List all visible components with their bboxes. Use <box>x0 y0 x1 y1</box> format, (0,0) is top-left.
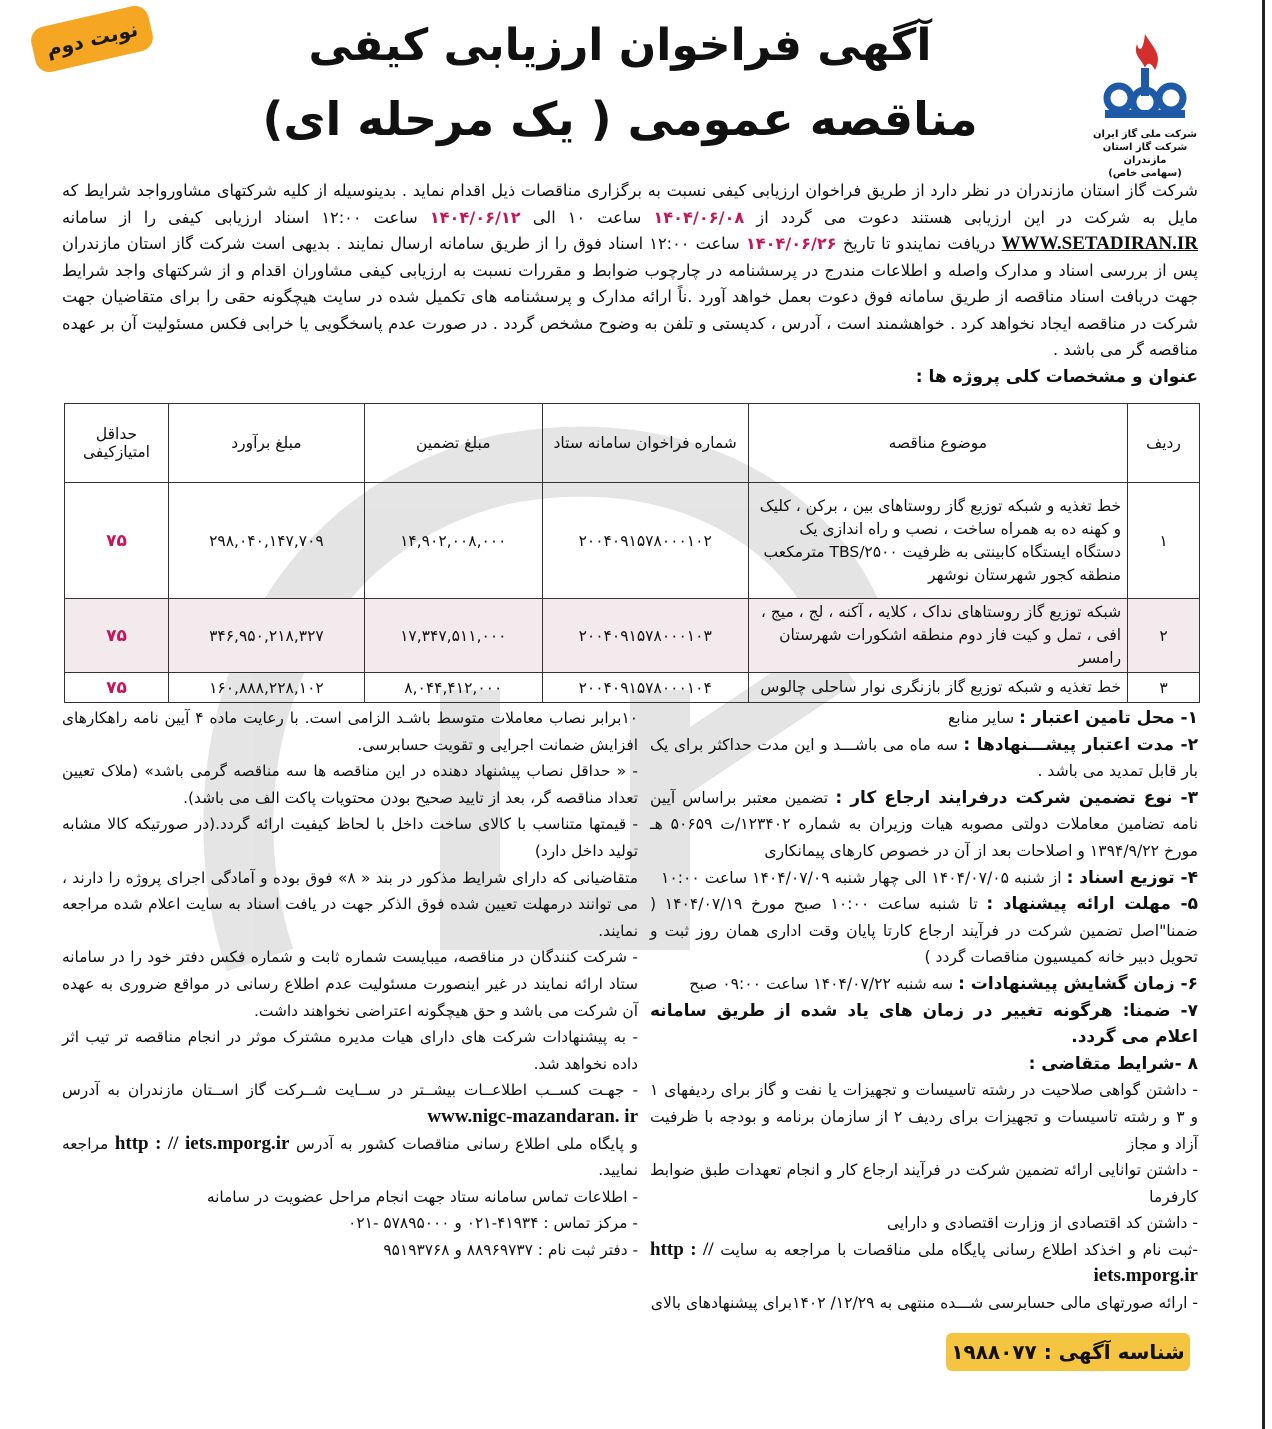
header-row-no: ردیف <box>1128 404 1200 483</box>
left-item-5: - شرکت کنندگان در مناقصه، میبایست شماره ثابت و شماره فکس دفتر خود را در سامانه ستاد ارائه نمایند در غیر اینصورت مسئولیت عدم اطلاع رسانی در مواقع ضروری به عهده آن شرکت می باشد و حق هیچگونه اعتراضی نخواهند داشت. <box>62 948 638 1020</box>
item-3-text: تضمین معتبر براساس آیین نامه تضامین معاملات دولتی مصوبه هیات وزیران به شماره ۱۲۳۴۰۲/ت ۵۰۶۵۹ هـ مورخ ۱۳۹۴/۹/۲۲ و اصلاحات بعد از آن در خصوص کارهای پیمانکاری <box>650 788 1199 860</box>
cell-min-score: ۷۵ <box>65 483 169 599</box>
cell-min-score: ۷۵ <box>65 673 169 703</box>
intro-text-4: دریافت نمایندو تا تاریخ <box>842 234 996 253</box>
table-row <box>65 673 1200 703</box>
intro-text-5: ساعت ۱۲:۰۰ اسناد فوق را از طریق سامانه ارسال نمایند . بدیهی است شرکت گاز استان مازندران پس از بررسی اسناد و مدارک واصله و اطلاعات مندرج در پرسشنامه در چارچوب ضوابط و مقررات نسبت به ارزیابی کیفی مشاوران اقدام و از شرکتهای واجد شرایط جهت دریافت اسناد مناقصه از طریق سامانه فوق دعوت بعمل خواهد آورد .ناً ارائه مدارک و پرسشنامه های تکمیل شده در سایت هیچگونه حقی را برای متقاضیان جهت شرکت در مناقصه ایجاد نخواهد کرد . خواهشمند است ، آدرس ، کدپستی و تلفن به وضوح مشخص گردد . در صورت عدم پاسخگویی یا خرابی فکس مسئولیت آن بر عهده مناقصه گر می باشد . <box>62 234 1198 359</box>
projects-section-title: عنوان و مشخصات کلی پروژه ها : <box>915 366 1198 387</box>
cell-guarantee: ۱۷,۳۴۷,۵۱۱,۰۰۰ <box>364 599 542 673</box>
logo-line-3: (سهامی خاص) <box>1108 168 1182 179</box>
item-5 <box>650 891 1198 971</box>
table-header-row <box>65 404 1200 483</box>
left-item-2: - « حداقل نصاب پیشنهاد دهنده در این مناقصه ها سه مناقصه گرمی باشد» (ملاک تعیین تعداد مناقصه گر، بعد از تایید صحیح بودن محتویات پاکت الف می باشد). <box>62 762 638 807</box>
cell-call-number: ۲۰۰۴۰۹۱۵۷۸۰۰۰۱۰۳ <box>542 599 748 673</box>
cell-row-no: ۲ <box>1128 599 1200 673</box>
page-subtitle: مناقصه عمومی ( یک مرحله ای) <box>262 92 978 146</box>
header-subject: موضوع مناقصه <box>748 404 1127 483</box>
conditions-right-column <box>650 705 1198 1317</box>
header-min-score: حداقل امتیازکیفی <box>65 404 169 483</box>
cell-min-score: ۷۵ <box>65 599 169 673</box>
table-row <box>65 599 1200 673</box>
condition-1: - داشتن گواهی صلاحیت در رشته تاسیسات و تجهیزات یا نفت و گاز برای ردیفهای ۱ و ۳ و رشته تاسیسات و تجهیزات برای ردیف ۲ از سازمان برنامه و بودجه با ظرفیت آزاد و مجاز <box>650 1081 1198 1153</box>
item-3 <box>650 785 1198 865</box>
left-item-4: متقاضیانی که دارای شرایط مذکور در بند « ۸» فوق بوده و آمادگی اجرای پروژه را دارند ، می توانند درمهلت تعیین شده فوق الذکر جهت در یافت اسناد به سایت اعلام شده مراجعه نمایند. <box>62 868 639 940</box>
condition-4 <box>650 1237 1198 1290</box>
item-2 <box>650 732 1198 785</box>
cell-estimate: ۱۶۰,۸۸۸,۲۲۸,۱۰۲ <box>169 673 365 703</box>
ad-id-label: شناسه آگهی : <box>1043 1340 1185 1364</box>
intro-date-end: ۱۴۰۴/۰۶/۱۲ <box>429 207 521 227</box>
nigc-flame-icon <box>1097 28 1193 124</box>
cell-subject: شبکه توزیع گاز روستاهای نداک ، کلایه ، آکنه ، لج ، میج ، افی ، تمل و کیت فاز دوم منطقه اشکورات شهرستان رامسر <box>748 599 1127 673</box>
intro-paragraph <box>62 178 1198 390</box>
item-4-label: ۴- توزیع اسناد : <box>1066 867 1198 888</box>
item-3-label: ۳- نوع تضمین شرکت درفرایند ارجاع کار : <box>835 787 1198 808</box>
company-logo <box>1090 28 1200 178</box>
left-item-8-text-2: مراجعه نمایید. <box>62 1134 638 1180</box>
iets-link[interactable]: http : // iets.mporg.ir <box>650 1238 1198 1287</box>
cell-estimate: ۳۴۶,۹۵۰,۲۱۸,۳۲۷ <box>169 599 365 673</box>
intro-date-start: ۱۴۰۴/۰۶/۰۸ <box>653 207 745 227</box>
cell-call-number: ۲۰۰۴۰۹۱۵۷۸۰۰۰۱۰۲ <box>542 483 748 599</box>
item-2-text: سه ماه می باشـــد و این مدت حداکثر برای یک بار قابل تمدید می باشد . <box>650 735 1198 781</box>
intro-text-2: ساعت ۱۰ الی <box>532 207 642 227</box>
intro-text-1: شرکت گاز استان مازندران در نظر دارد از طریق فراخوان ارزیابی کیفی نسبت به برگزاری مناقصات ذیل اقدام نماید . بدینوسیله از کلیه شرکتهای مشاورواجد شرایط که مایل به شرکت در این ارزیابی هستند دعوت می گردد از <box>62 181 1199 227</box>
left-item-9: - اطلاعات تماس سامانه ستاد جهت انجام مراحل عضویت در سامانه <box>206 1187 638 1206</box>
page-title: آگهی فراخوان ارزیابی کیفی <box>308 20 932 71</box>
cell-estimate: ۲۹۸,۰۴۰,۱۴۷,۷۰۹ <box>169 483 365 599</box>
item-1-label: ۱- محل تامین اعتبار : <box>1019 708 1198 728</box>
ad-id-value: ۱۹۸۸۰۷۷ <box>951 1340 1037 1364</box>
nigc-mazandaran-link[interactable]: www.nigc-mazandaran. ir <box>427 1105 638 1127</box>
condition-3: - داشتن کد اقتصادی از وزارت اقتصادی و دارایی <box>886 1214 1198 1233</box>
item-5-label: ۵- مهلت ارائه پیشنهاد : <box>986 894 1198 915</box>
left-item-7 <box>62 1077 638 1130</box>
ad-id-box <box>946 1333 1190 1371</box>
item-7: ۷- ضمنا: هرگونه تغییر در زمان های یاد شده از طریق سامانه اعلام می گردد. <box>650 1000 1198 1048</box>
iets-link-2[interactable]: http : // iets.mporg.ir <box>114 1132 290 1154</box>
item-4 <box>650 865 1198 892</box>
item-6-text: سه شنبه ۱۴۰۴/۰۷/۲۲ ساعت ۰۹:۰۰ صبح <box>689 974 954 993</box>
condition-4-text: -ثبت نام و اخذکد اطلاع رسانی پایگاه ملی مناقصات با مراجعه به سایت <box>720 1240 1198 1259</box>
left-item-11: - دفتر ثبت نام : ۸۸۹۶۹۷۳۷ و ۹۵۱۹۳۷۶۸ <box>383 1240 638 1259</box>
item-6-label: ۶- زمان گشایش پیشنهادات : <box>958 973 1198 994</box>
cell-row-no: ۳ <box>1128 673 1200 703</box>
item-8: ۸ -شرایط متقاضی : <box>1028 1053 1198 1074</box>
logo-line-1: شرکت ملی گاز ایران <box>1093 129 1197 140</box>
cell-subject: خط تغذیه و شبکه توزیع گاز بازنگری نوار ساحلی چالوس <box>748 673 1127 703</box>
item-1-text: سایر منابع <box>947 709 1015 727</box>
table-row <box>65 483 1200 599</box>
setadiran-link[interactable]: WWW.SETADIRAN.IR <box>1001 233 1198 254</box>
intro-text-3: ساعت ۱۲:۰۰ اسناد ارزیابی کیفی را از سامانه <box>62 207 418 227</box>
item-6 <box>650 971 1198 998</box>
projects-table <box>64 403 1200 703</box>
left-item-1: ۱۰برابر نصاب معاملات متوسط باشـد الزامی است. با رعایت ماده ۴ آیین نامه راهکارهای افزایش ضمانت اجرایی و تقویت حسابرسی. <box>62 709 638 754</box>
cell-subject: خط تغذیه و شبکه توزیع گاز روستاهای بین ، برکن ، کلیک و کهنه ده به همراه ساخت ، نصب و راه اندازی یک دستگاه ایستگاه کابینتی به ظرفیت TBS/۲۵۰۰ مترمکعب منطقه کجور شهرستان نوشهر <box>748 483 1127 599</box>
left-item-8 <box>62 1131 638 1184</box>
left-item-10: - مرکز تماس : ۴۱۹۳۴-۰۲۱ و ۵۷۸۹۵۰۰۰ -۰۲۱ <box>348 1214 638 1233</box>
item-4-text: از شنبه ۱۴۰۴/۰۷/۰۵ الی چهار شنبه ۱۴۰۴/۰۷/۰۹ ساعت ۱۰:۰۰ <box>660 868 1062 887</box>
cell-guarantee: ۱۴,۹۰۲,۰۰۸,۰۰۰ <box>364 483 542 599</box>
left-item-7-text: - جهـت کســب اطلاعــات بیشــتر در ســایت شــرکت گاز اســتان مازندران به آدرس <box>62 1081 638 1100</box>
conditions-left-column <box>62 705 638 1263</box>
logo-line-2: شرکت گاز استان مازندران <box>1102 142 1188 166</box>
header-guarantee: مبلغ تضمین <box>364 404 542 483</box>
cell-guarantee: ۸,۰۴۴,۴۱۲,۰۰۰ <box>364 673 542 703</box>
header-call-number: شماره فراخوان سامانه ستاد <box>542 404 748 483</box>
cell-call-number: ۲۰۰۴۰۹۱۵۷۸۰۰۰۱۰۴ <box>542 673 748 703</box>
left-item-3: - قیمتها متناسب با کالای ساخت داخل با لحاظ کیفیت ارائه گردد.(در صورتیکه کالا مشابه تولید داخل دارد) <box>62 815 638 860</box>
condition-5: - ارائه صورتهای مالی حسابرسی شـــده منتهی به ۱۲/۲۹/ ۱۴۰۲برای پیشنهادهای بالای <box>650 1294 1198 1313</box>
condition-2: - داشتن توانایی ارائه تضمین شرکت در فرآیند ارجاع کار و انجام تعهدات طبق ضوابط کارفرما <box>650 1161 1198 1206</box>
item-1 <box>650 705 1198 732</box>
item-5-text: تا شنبه ساعت ۱۰:۰۰ صبح مورخ ۱۴۰۴/۰۷/۱۹ ( ضمنا"اصل تضمین شرکت در فرآیند ارجاع کارتا پایان وقت اداری همان روز ثبت و تحویل دبیر خانه کمیسیون مناقصات گردد ) <box>650 895 1198 967</box>
second-publication-badge: نوبت دوم <box>28 3 155 75</box>
header-estimate: مبلغ برآورد <box>169 404 365 483</box>
left-item-8-text-1: و پایگاه ملی اطلاع رسانی مناقصات کشور به آدرس <box>296 1134 638 1153</box>
cell-row-no: ۱ <box>1128 483 1200 599</box>
intro-date-deadline: ۱۴۰۴/۰۶/۲۶ <box>745 234 837 253</box>
item-2-label: ۲- مدت اعتبار پیشـــنهادها : <box>963 734 1198 755</box>
left-item-6: - به پیشنهادات شرکت های دارای هیات مدیره مشترک موثر در انجام مناقصه تر تیب اثر داده نخواهد شد. <box>62 1028 638 1073</box>
page-edge-line <box>1262 0 1265 1429</box>
